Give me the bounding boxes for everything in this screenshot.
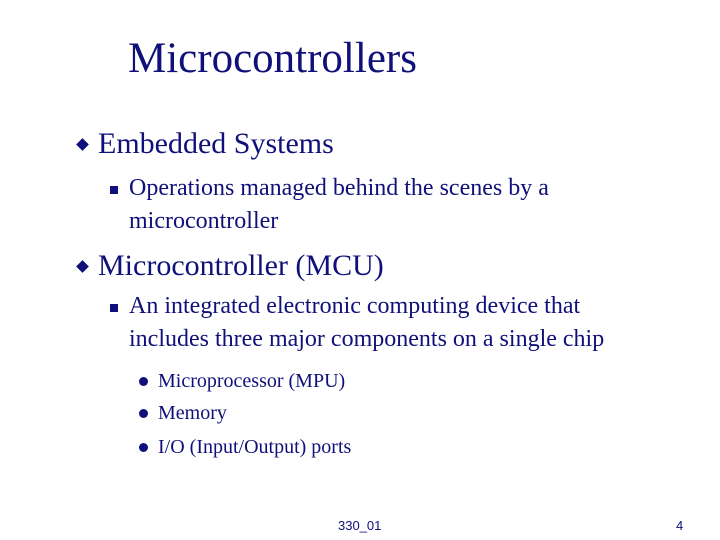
slide-title: Microcontrollers xyxy=(128,35,417,82)
sub-bullet-mpu: Microprocessor (MPU) xyxy=(158,370,346,392)
diamond-bullet-icon xyxy=(76,138,89,151)
page-number: 4 xyxy=(676,518,684,533)
sub-bullet-memory: Memory xyxy=(158,402,227,424)
bullet-line: An integrated electronic computing device that xyxy=(129,293,581,319)
bullet-line: includes three major components on a single chip xyxy=(129,326,605,352)
bullet-line: Operations managed behind the scenes by a xyxy=(129,175,549,201)
footer-course-code: 330_01 xyxy=(338,518,382,533)
round-bullet-icon xyxy=(139,377,148,386)
square-bullet-icon xyxy=(110,186,118,194)
bullet-text xyxy=(129,290,699,356)
section-heading-microcontroller: Microcontroller (MCU) xyxy=(98,249,384,282)
section-heading-embedded-systems: Embedded Systems xyxy=(98,127,334,160)
sub-bullet-io-ports: I/O (Input/Output) ports xyxy=(158,436,352,458)
bullet-text xyxy=(129,172,699,238)
diamond-bullet-icon xyxy=(76,260,89,273)
round-bullet-icon xyxy=(139,443,148,452)
round-bullet-icon xyxy=(139,409,148,418)
square-bullet-icon xyxy=(110,304,118,312)
bullet-line: microcontroller xyxy=(129,208,279,234)
